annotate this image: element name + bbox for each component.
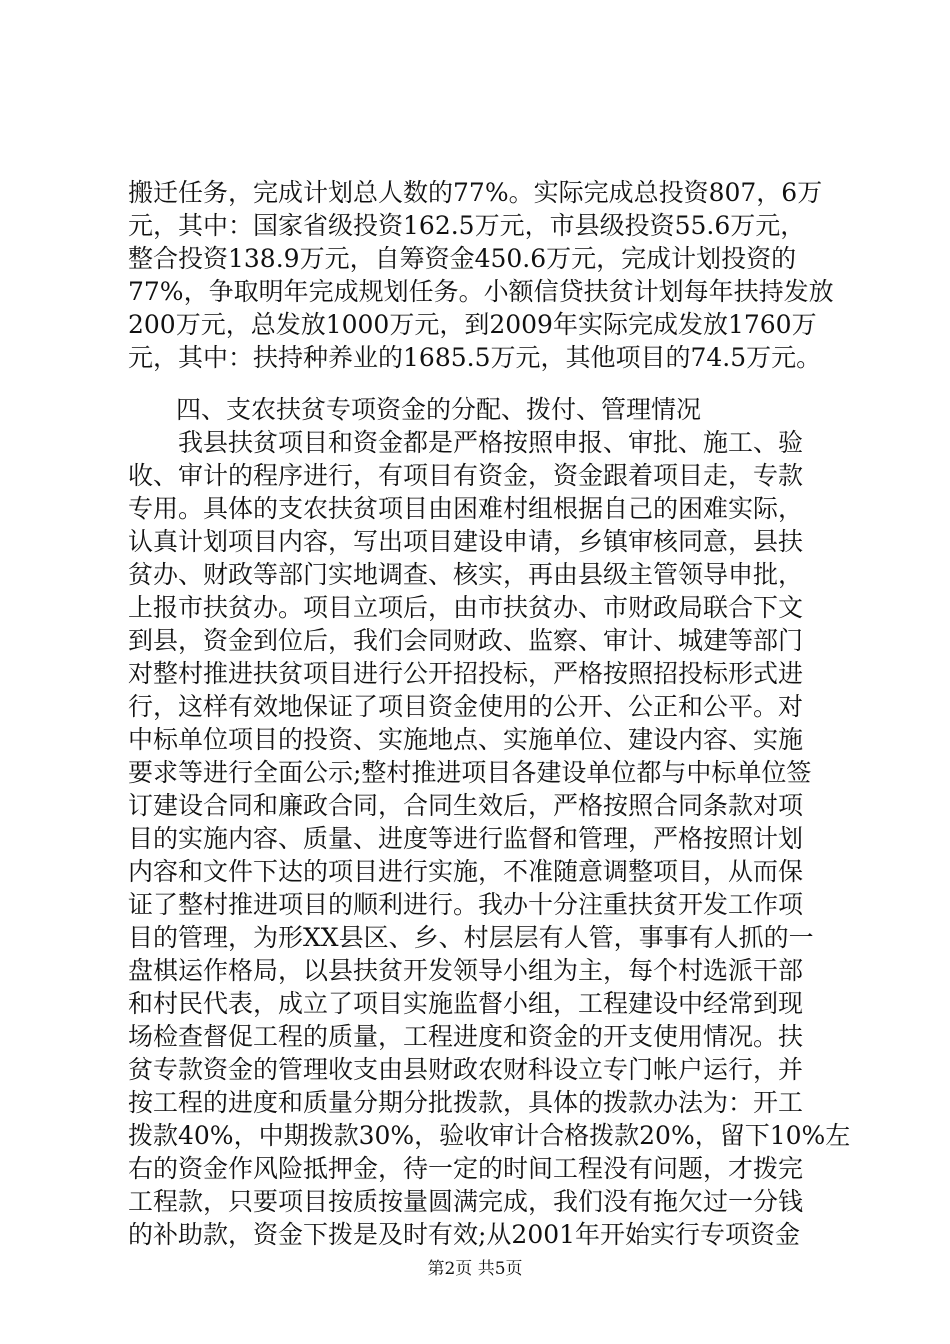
- paragraph-line: 对整村推进扶贫项目进行公开招投标，严格按照招投标形式进: [128, 659, 804, 688]
- paragraph-line: 要求等进行全面公示;整村推进项目各建设单位都与中标单位签: [128, 758, 812, 787]
- paragraph-line: 按工程的进度和质量分期分批拨款，具体的拨款办法为：开工: [128, 1088, 804, 1117]
- paragraph-line: 我县扶贫项目和资金都是严格按照申报、审批、施工、验: [128, 428, 804, 457]
- paragraph-line: 贫办、财政等部门实地调查、核实，再由县级主管领导申批，: [128, 560, 804, 589]
- paragraph-line: 贫专款资金的管理收支由县财政农财科设立专门帐户运行，并: [128, 1055, 804, 1084]
- section-heading: 四、支农扶贫专项资金的分配、拨付、管理情况: [176, 395, 702, 424]
- paragraph-line: 内容和文件下达的项目进行实施，不准随意调整项目，从而保: [128, 857, 804, 886]
- paragraph-line: 场检查督促工程的质量，工程进度和资金的开支使用情况。扶: [128, 1022, 804, 1051]
- paragraph-line: 专用。具体的支农扶贫项目由困难村组根据自己的困难实际，: [128, 494, 804, 523]
- paragraph-line: 搬迁任务，完成计划总人数的77%。实际完成总投资807，6万: [128, 178, 823, 207]
- paragraph-line: 行，这样有效地保证了项目资金使用的公开、公正和公平。对: [128, 692, 804, 721]
- paragraph-line: 77%，争取明年完成规划任务。小额信贷扶贫计划每年扶持发放: [128, 277, 834, 306]
- page-number-footer: 第2页 共5页: [427, 1259, 523, 1279]
- paragraph-line: 和村民代表，成立了项目实施监督小组，工程建设中经常到现: [128, 989, 804, 1018]
- paragraph-line: 证了整村推进项目的顺利进行。我办十分注重扶贫开发工作项: [128, 890, 804, 919]
- paragraph-line: 右的资金作风险抵押金，待一定的时间工程没有问题，才拨完: [128, 1154, 804, 1183]
- paragraph-line: 订建设合同和廉政合同，合同生效后，严格按照合同条款对项: [128, 791, 804, 820]
- paragraph-line: 元，其中：扶持种养业的1685.5万元，其他项目的74.5万元。: [128, 343, 822, 372]
- paragraph-line: 工程款，只要项目按质按量圆满完成，我们没有拖欠过一分钱: [128, 1187, 804, 1216]
- paragraph-line: 整合投资138.9万元，自筹资金450.6万元，完成计划投资的: [128, 244, 797, 273]
- paragraph-line: 的补助款，资金下拨是及时有效;从2001年开始实行专项资金: [128, 1220, 801, 1249]
- paragraph-line: 认真计划项目内容，写出项目建设申请，乡镇审核同意，县扶: [128, 527, 804, 556]
- paragraph-line: 收、审计的程序进行，有项目有资金，资金跟着项目走，专款: [128, 461, 804, 490]
- paragraph-line: 目的管理，为形XX县区、乡、村层层有人管，事事有人抓的一: [128, 923, 814, 952]
- paragraph-line: 元，其中：国家省级投资162.5万元，市县级投资55.6万元，: [128, 211, 806, 240]
- paragraph-line: 目的实施内容、质量、进度等进行监督和管理，严格按照计划: [128, 824, 804, 853]
- paragraph-1: [128, 176, 834, 374]
- paragraph-2: [128, 426, 851, 1251]
- paragraph-line: 上报市扶贫办。项目立项后，由市扶贫办、市财政局联合下文: [128, 593, 804, 622]
- paragraph-line: 拨款40%，中期拨款30%，验收审计合格拨款20%，留下10%左: [128, 1121, 851, 1150]
- paragraph-line: 中标单位项目的投资、实施地点、实施单位、建设内容、实施: [128, 725, 804, 754]
- paragraph-line: 200万元，总发放1000万元，到2009年实际完成发放1760万: [128, 310, 817, 339]
- paragraph-line: 盘棋运作格局，以县扶贫开发领导小组为主，每个村选派干部: [128, 956, 804, 985]
- paragraph-line: 到县，资金到位后，我们会同财政、监察、审计、城建等部门: [128, 626, 804, 655]
